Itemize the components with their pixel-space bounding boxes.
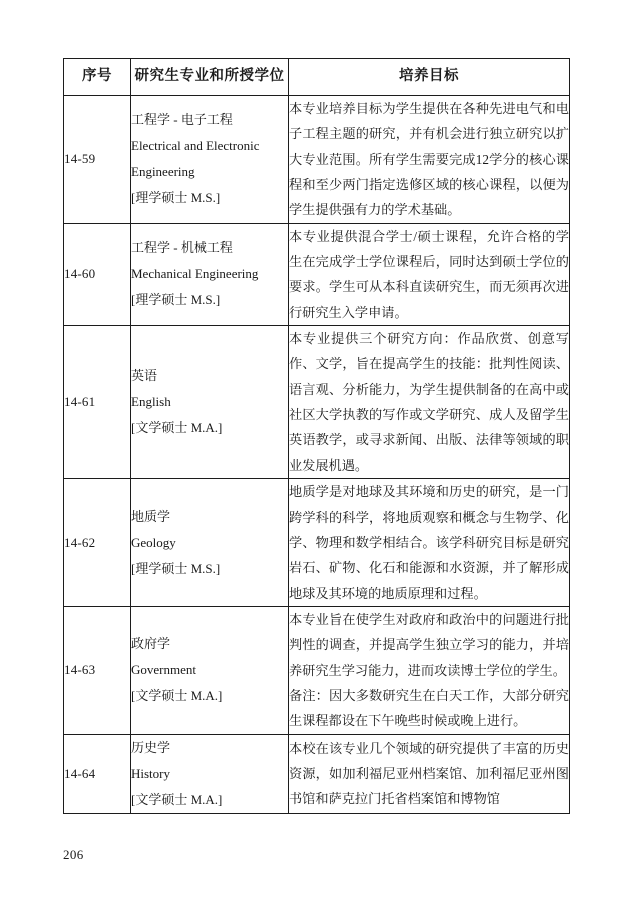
cell-objective	[289, 606, 570, 734]
table-header-row	[64, 59, 570, 96]
table-row	[64, 734, 570, 813]
table-header	[64, 59, 570, 96]
cell-major-degree	[131, 223, 289, 325]
program-catalog-table-wrapper	[63, 58, 569, 814]
objective-text: 本专业提供混合学士/硕士课程，允许合格的学生在完成学士学位课程后，同时达到硕士学位的要求。学生可从本科直读研究生，而无须再次进行研究生入学申请。	[289, 228, 569, 320]
cell-major-degree	[131, 326, 289, 479]
cell-major-degree	[131, 96, 289, 224]
major-name-cn: 政府学	[131, 636, 171, 652]
major-name-en-line1: English	[131, 394, 171, 410]
objective-text: 本校在该专业几个领域的研究提供了丰富的历史资源，如加利福尼亚州档案馆、加利福尼亚州图书馆和萨克拉门托省档案馆和博物馆	[289, 740, 569, 807]
degree-label: [文学硕士 M.A.]	[131, 420, 223, 436]
major-name-en-line1: Government	[131, 662, 196, 678]
column-header-number	[64, 59, 131, 96]
major-name-cn: 工程学 - 机械工程	[131, 240, 233, 256]
column-header-major-degree	[131, 59, 289, 96]
cell-major-degree	[131, 479, 289, 607]
table-row	[64, 223, 570, 325]
cell-number: 14-63	[64, 606, 131, 734]
program-catalog-table	[63, 58, 570, 814]
cell-objective	[289, 223, 570, 325]
column-header-number-label: 序号	[82, 68, 112, 85]
table-row	[64, 606, 570, 734]
cell-number: 14-60	[64, 223, 131, 325]
major-name-en-line2: Engineering	[131, 164, 195, 180]
cell-major-degree	[131, 734, 289, 813]
major-name-en-line1: Geology	[131, 534, 176, 550]
major-name-cn: 英语	[131, 368, 158, 384]
degree-label: [理学硕士 M.S.]	[131, 560, 221, 576]
table-row	[64, 326, 570, 479]
degree-label: [理学硕士 M.S.]	[131, 292, 221, 308]
cell-number: 14-64	[64, 734, 131, 813]
cell-objective	[289, 479, 570, 607]
major-name-en-line1: History	[131, 765, 170, 781]
column-header-objective	[289, 59, 570, 96]
cell-number: 14-62	[64, 479, 131, 607]
cell-number: 14-59	[64, 96, 131, 224]
degree-label: [文学硕士 M.A.]	[131, 688, 223, 704]
table-body	[64, 96, 570, 814]
major-name-cn: 地质学	[131, 508, 171, 524]
page-number: 206	[63, 847, 84, 862]
cell-objective	[289, 96, 570, 224]
cell-number: 14-61	[64, 326, 131, 479]
objective-note: 备注：因大多数研究生在白天工作，大部分研究生课程都设在下午晚些时候或晚上进行。	[289, 687, 569, 729]
column-header-objective-label: 培养目标	[399, 68, 459, 85]
objective-text: 地质学是对地球及其环境和历史的研究，是一门跨学科的科学，将地质观察和概念与生物学、化学、物理和数学相结合。该学科研究目标是研究岩石、矿物、化石和能源和水资源，并了解形成地球及其环境的地质原理和过程。	[289, 484, 569, 601]
major-name-en-line1: Mechanical Engineering	[131, 266, 259, 282]
degree-label: [理学硕士 M.S.]	[131, 190, 221, 206]
major-name-cn: 工程学 - 电子工程	[131, 112, 233, 128]
objective-text: 本专业培养目标为学生提供在各种先进电气和电子工程主题的研究，并有机会进行独立研究以扩大专业范围。所有学生需要完成12学分的核心课程和至少两门指定选修区域的核心课程，以便为学生提供强有力的学术基础。	[289, 101, 569, 218]
major-name-cn: 历史学	[131, 739, 171, 755]
cell-objective	[289, 326, 570, 479]
degree-label: [文学硕士 M.A.]	[131, 791, 223, 807]
objective-text: 本专业提供三个研究方向：作品欣赏、创意写作、文学，旨在提高学生的技能：批判性阅读、语言观、分析能力，为学生提供制备的在高中或社区大学执教的写作或文学研究、成人及留学生英语教学，或寻求新闻、出版、法律等领域的职业发展机遇。	[289, 331, 569, 473]
objective-text: 本专业旨在使学生对政府和政治中的问题进行批判性的调查，并提高学生独立学习的能力，并培养研究生学习能力，进而攻读博士学位的学生。	[289, 611, 569, 678]
table-row	[64, 479, 570, 607]
column-header-major-degree-label: 研究生专业和所授学位	[134, 68, 285, 85]
major-name-en-line1: Electrical and Electronic	[131, 138, 260, 154]
cell-major-degree	[131, 606, 289, 734]
cell-objective	[289, 734, 570, 813]
table-row	[64, 96, 570, 224]
